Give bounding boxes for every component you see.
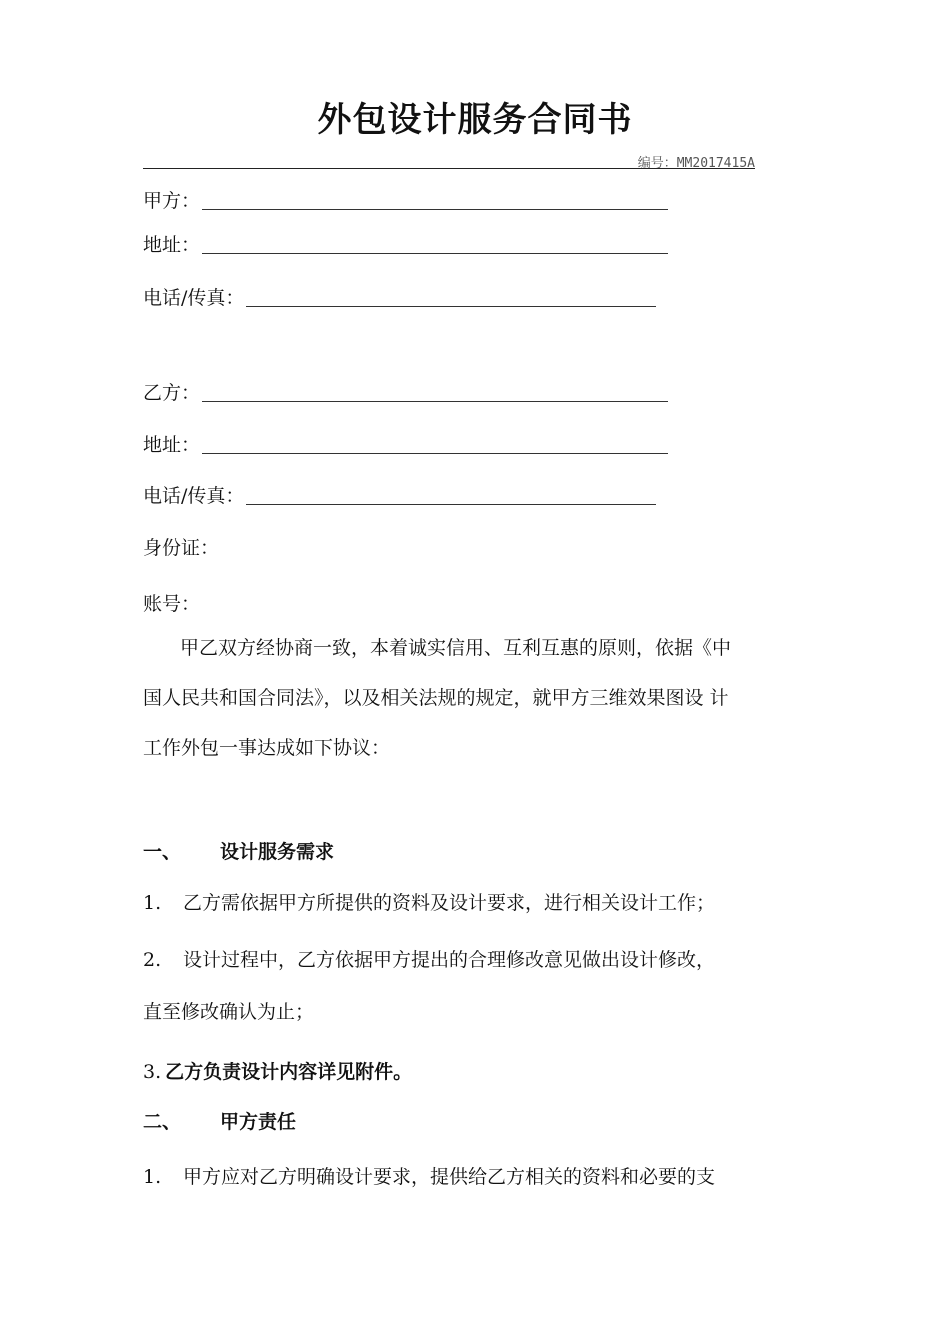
party-b-phone-label: 电话/传真： [143,485,245,507]
party-b-address-field [143,430,668,457]
section-1-item-2-text: 设计过程中，乙方依据甲方提出的合理修改意见做出设计修改， [183,949,716,971]
section-1-item-1-index: 1. [143,892,162,914]
party-a-name-field [143,186,668,213]
party-a-address-blank [202,252,668,254]
section-2-heading [143,1107,296,1134]
party-b-phone-blank [246,503,656,505]
preamble-line-1: 甲乙双方经协商一致，本着诚实信用、互利互惠的原则，依据《中 [180,637,732,659]
party-b-account-label: 账号： [143,593,201,615]
document-title: 外包设计服务合同书 [317,100,633,140]
party-b-id-label: 身份证： [143,537,220,559]
preamble-line-3: 工作外包一事达成如下协议： [143,737,391,759]
party-a-address-field [143,230,668,257]
section-2-item-1 [143,1162,715,1189]
section-1-item-2 [143,945,715,972]
party-b-name-field [143,378,668,405]
party-b-phone-field [143,481,656,508]
header-rule [143,168,755,169]
section-2-item-1-text: 甲方应对乙方明确设计要求，提供给乙方相关的资料和必要的支 [183,1166,716,1188]
section-1-item-1-text: 乙方需依据甲方所提供的资料及设计要求，进行相关设计工作； [183,892,716,914]
section-1-number: 一、 [143,841,182,863]
section-2-number: 二、 [143,1111,182,1133]
section-2-item-1-index: 1. [143,1166,162,1188]
party-b-address-blank [202,452,668,454]
section-1-heading [143,837,334,864]
party-b-account-field [143,589,200,616]
party-a-name-label: 甲方： [143,190,201,212]
party-a-phone-blank [246,305,656,307]
party-a-phone-field [143,283,656,310]
party-b-name-label: 乙方： [143,382,201,404]
section-1-item-1 [143,888,715,915]
party-a-address-label: 地址： [143,234,201,256]
party-b-name-blank [202,400,668,402]
party-a-name-blank [202,208,668,210]
section-2-title: 甲方责任 [220,1111,297,1133]
section-1-item-3 [143,1057,412,1084]
section-1-title: 设计服务需求 [220,841,335,863]
section-1-item-2-continuation: 直至修改确认为止； [143,1001,315,1023]
contract-number: 编号：MM2017415A [637,156,755,171]
section-1-item-3-text: 乙方负责设计内容详见附件。 [165,1061,413,1083]
party-b-address-label: 地址： [143,434,201,456]
preamble-line-2: 国人民共和国合同法》，以及相关法规的规定，就甲方三维效果图设 计 [143,687,729,709]
party-a-phone-label: 电话/传真： [143,287,245,309]
party-b-id-field [143,533,219,560]
section-1-item-3-index: 3. [143,1061,162,1083]
section-1-item-2-index: 2. [143,949,162,971]
